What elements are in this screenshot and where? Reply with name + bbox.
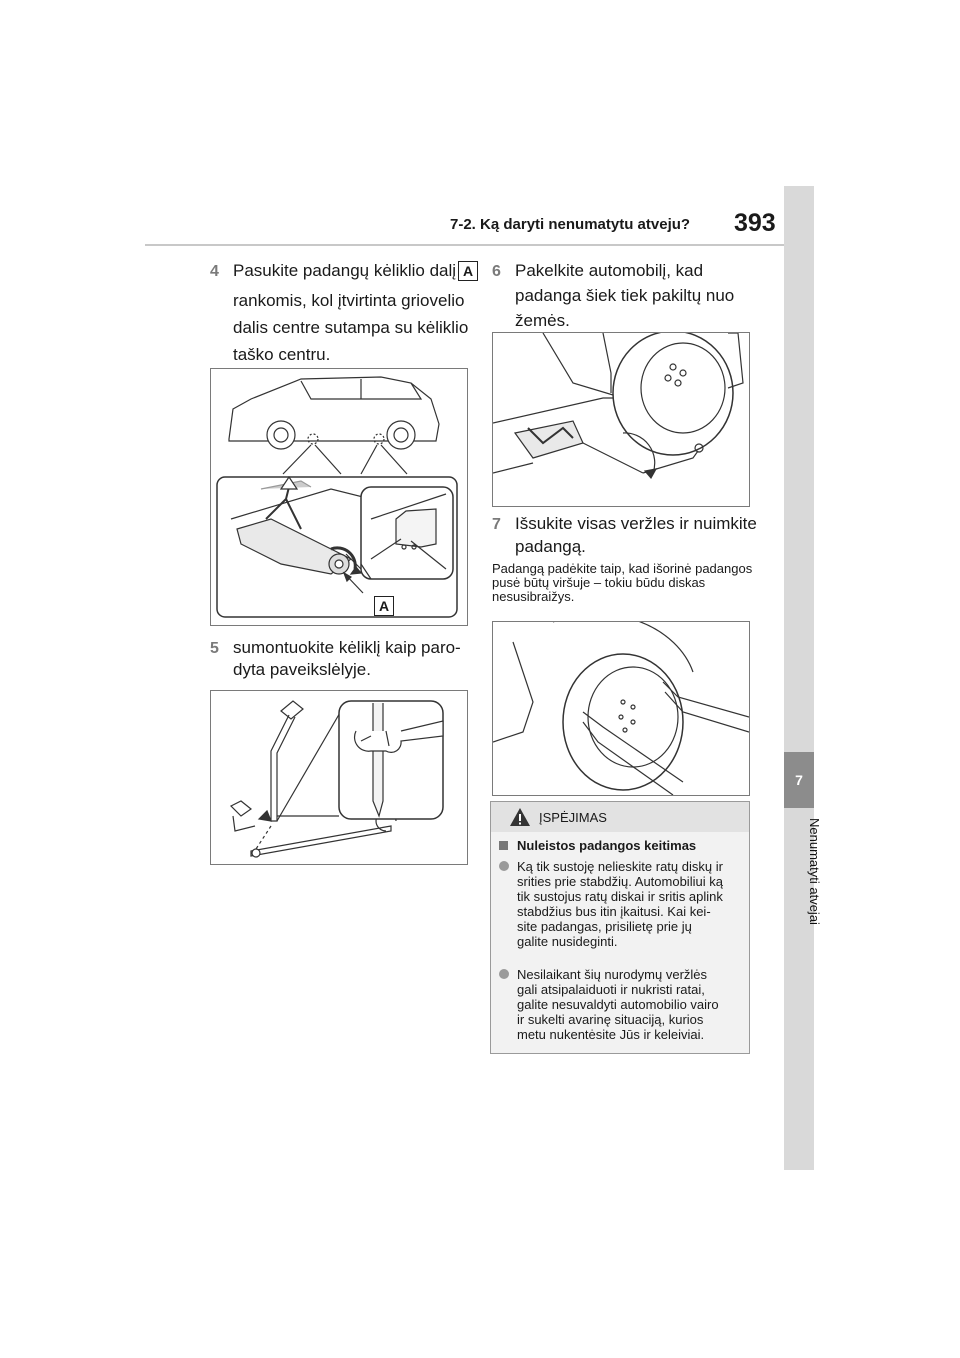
warning-item-1-line-2: srities prie stabdžių. Automobiliui ką [517, 874, 723, 889]
warning-item-2-line-2: gali atsipalaiduoti ir nukristi ratai, [517, 982, 705, 997]
step-5-number: 5 [210, 640, 219, 657]
warning-item-1-line-5: site padangas, prisilietę prie jų [517, 919, 692, 934]
warning-item-1-line-6: galite nusideginti. [517, 934, 618, 949]
warning-item-1-line-1: Ką tik sustoję nelieskite ratų diskų ir [517, 859, 723, 874]
step-6-line-1: Pakelkite automobilį, kad [515, 261, 704, 280]
bullet-icon [499, 969, 509, 979]
label-a: A [374, 596, 394, 616]
warning-box [490, 801, 750, 1054]
step-7-number: 7 [492, 516, 501, 533]
step-5-line-2: dyta paveikslėlyje. [233, 660, 371, 679]
bullet-icon [499, 861, 509, 871]
step-6-line-3: žemės. [515, 311, 570, 330]
warning-item-2-line-4: ir sukelti avarinę situaciją, kurios [517, 1012, 704, 1027]
warning-icon [509, 807, 531, 827]
warning-item-1-line-3: tik sustojus ratų diskai ir sritis aplink [517, 889, 723, 904]
warning-subheading: Nuleistos padangos keitimas [517, 838, 697, 853]
step-6-number: 6 [492, 263, 501, 280]
jack-handle-figure [210, 690, 468, 865]
warning-item-2-line-1: Nesilaikant šių nurodymų veržlės [517, 967, 708, 982]
square-bullet-icon [499, 841, 508, 850]
step-4-line-1: Pasukite padangų kėliklio dalį A [233, 256, 478, 285]
lift-vehicle-figure [492, 332, 750, 507]
remove-tire-figure [492, 621, 750, 796]
jack-position-figure [210, 368, 468, 626]
chapter-number: 7 [784, 752, 814, 808]
step-7-note: Padangą padėkite taip, kad išorinė padangos pusė būtų viršuje – tokiu būdu diskas nesusibraižys. [492, 561, 753, 604]
warning-title: ĮSPĖJIMAS [539, 810, 607, 825]
header-rule [145, 244, 785, 246]
step-4-line-2: rankomis, kol įtvirtinta griovelio [233, 291, 465, 310]
step-4-line-3: dalis centre sutampa su kėliklio [233, 318, 469, 337]
warning-item-1-line-4: stabdžius bus itin įkaitusi. Kai kei- [517, 904, 711, 919]
chapter-title: Nenumatyti atvejai [807, 818, 822, 925]
label-a-ref: A [458, 261, 478, 281]
section-title: 7-2. Ką daryti nenumatytu atveju? [450, 216, 691, 233]
step-4-line-4: taško centru. [233, 345, 331, 364]
step-4-number: 4 [210, 263, 219, 280]
warning-item-2-line-3: galite nesuvaldyti automobilio vairo [517, 997, 719, 1012]
step-6-line-2: padanga šiek tiek pakiltų nuo [515, 286, 735, 305]
warning-item-2-line-5: metu nukentėsite Jūs ir keleiviai. [517, 1027, 705, 1042]
step-7-line-1: Išsukite visas veržles ir nuimkite [515, 514, 757, 533]
side-tab [784, 186, 814, 1170]
step-7-line-2: padangą. [515, 537, 586, 556]
page-number: 393 [734, 209, 776, 237]
step-5-line-1: sumontuokite kėliklį kaip paro- [233, 638, 461, 657]
